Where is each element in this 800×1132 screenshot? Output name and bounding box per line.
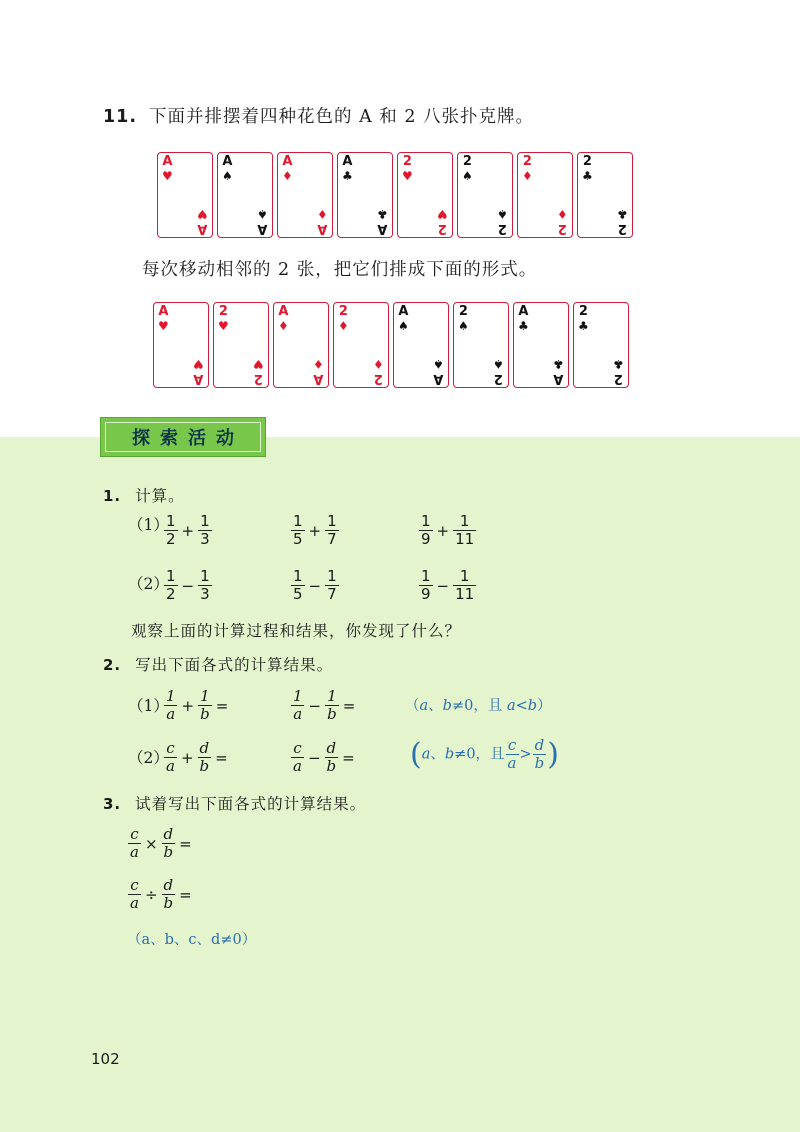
numerator: c — [166, 739, 175, 757]
card-suit-icon: ♣ — [342, 169, 353, 183]
cond1-ne: ≠0，且 — [451, 698, 507, 714]
numerator: c — [130, 825, 139, 843]
cond1-open: （ — [405, 698, 420, 714]
card-suit-icon: ♠ — [257, 207, 268, 221]
denominator: b — [200, 705, 210, 723]
q1-observe: 观察上面的计算过程和结果，你发现了什么？ — [131, 622, 462, 640]
cond2-close: ) — [547, 737, 559, 772]
q1-number: 1. — [103, 487, 122, 505]
card-rank: A — [553, 371, 564, 386]
card-suit-icon: ♠ — [458, 319, 469, 333]
fraction — [325, 740, 339, 775]
numerator: 1 — [166, 687, 176, 705]
card-rank: 2 — [374, 371, 384, 386]
numerator: 1 — [459, 567, 470, 585]
card-suit-icon: ♦ — [278, 319, 289, 333]
numerator: 1 — [421, 567, 431, 585]
denominator: a — [293, 757, 302, 775]
problem-11-statement — [103, 103, 534, 128]
card-rank: 2 — [582, 154, 592, 169]
playing-card — [273, 302, 329, 388]
cond2-b2: b — [534, 754, 545, 772]
operator: + — [180, 748, 194, 767]
card-suit-icon: ♠ — [493, 357, 504, 371]
page-number: 102 — [91, 1050, 120, 1068]
fraction — [128, 826, 141, 861]
q1-heading — [103, 484, 185, 506]
denominator: a — [293, 705, 303, 723]
card-suit-icon: ♣ — [377, 207, 388, 221]
numerator: 1 — [293, 567, 303, 585]
operator: + — [181, 521, 195, 540]
equals-sign: = — [215, 696, 229, 715]
card-rank: A — [278, 304, 289, 319]
q2-heading — [103, 653, 333, 675]
card-corner-bottom — [557, 207, 568, 235]
cond1-a2: a — [506, 698, 516, 714]
q1-r2-e1 — [163, 568, 213, 603]
fraction — [164, 568, 178, 603]
cond2-b: b — [444, 746, 455, 763]
numerator: d — [163, 825, 174, 843]
numerator: 1 — [327, 512, 337, 530]
card-corner-top — [278, 305, 289, 333]
playing-card — [573, 302, 629, 388]
q1-r1-e1 — [163, 513, 213, 548]
card-corner-bottom — [433, 357, 444, 385]
card-corner-bottom — [313, 357, 324, 385]
numerator: 1 — [293, 512, 303, 530]
card-rank: A — [398, 304, 409, 319]
equals-sign: = — [179, 834, 192, 853]
card-suit-icon: ♦ — [557, 207, 568, 221]
q2-r1-e1 — [163, 688, 231, 723]
card-suit-icon: ♥ — [197, 207, 208, 221]
denominator: 3 — [200, 530, 210, 548]
numerator: d — [199, 739, 210, 757]
card-suit-icon: ♣ — [518, 319, 529, 333]
card-corner-top — [162, 155, 173, 183]
card-rank: 2 — [338, 304, 348, 319]
denominator: 5 — [293, 585, 303, 603]
fraction — [325, 568, 339, 603]
card-rank: 2 — [494, 371, 504, 386]
card-corner-bottom — [617, 207, 628, 235]
fraction — [198, 568, 212, 603]
denominator: b — [163, 894, 174, 912]
fraction — [198, 740, 212, 775]
card-rank: 2 — [618, 221, 628, 236]
playing-card — [213, 302, 269, 388]
card-suit-icon: ♥ — [158, 319, 169, 333]
card-rank: A — [257, 221, 268, 236]
problem-number: 11. — [103, 107, 138, 127]
card-rank: 2 — [578, 304, 588, 319]
numerator: 1 — [327, 687, 337, 705]
playing-card — [153, 302, 209, 388]
card-corner-bottom — [317, 207, 328, 235]
q3-condition: （a、b、c、d≠0） — [127, 932, 257, 948]
card-corner-top — [158, 305, 169, 333]
q2-condition-2 — [410, 737, 559, 772]
fraction — [198, 688, 212, 723]
card-corner-bottom — [257, 207, 268, 235]
q2-text: 写出下面各式的计算结果。 — [135, 656, 334, 674]
operator: − — [308, 696, 322, 715]
cond1-sep: 、 — [428, 698, 443, 714]
card-corner-bottom — [253, 357, 264, 385]
denominator: 9 — [421, 585, 431, 603]
playing-card — [393, 302, 449, 388]
playing-card — [333, 302, 389, 388]
playing-card — [457, 152, 513, 238]
fraction — [419, 513, 433, 548]
numerator: 1 — [293, 687, 303, 705]
explore-title: 探索活动 — [132, 428, 244, 449]
q1-r1-e2 — [290, 513, 340, 548]
card-rank: A — [162, 154, 173, 169]
card-suit-icon: ♦ — [317, 207, 328, 221]
card-corner-top — [578, 305, 589, 333]
fraction — [198, 513, 212, 548]
numerator: 1 — [166, 512, 176, 530]
q1-text: 计算。 — [135, 487, 185, 505]
card-suit-icon: ♣ — [582, 169, 593, 183]
problem-text: 下面并排摆着四种花色的 A 和 2 八张扑克牌。 — [149, 107, 535, 127]
q2-r1-e2 — [290, 688, 358, 723]
card-suit-icon: ♥ — [437, 207, 448, 221]
cond1-lt: < — [515, 698, 528, 714]
card-rank: A — [433, 371, 444, 386]
card-rank: 2 — [558, 221, 568, 236]
card-suit-icon: ♠ — [222, 169, 233, 183]
q2-number: 2. — [103, 656, 122, 674]
card-rank: A — [518, 304, 529, 319]
denominator: 7 — [327, 585, 337, 603]
card-corner-bottom — [377, 207, 388, 235]
cond1-b2: b — [527, 698, 538, 714]
operator: − — [436, 576, 450, 595]
card-rank: A — [193, 371, 204, 386]
card-rank: 2 — [218, 304, 228, 319]
card-suit-icon: ♣ — [578, 319, 589, 333]
numerator: 1 — [200, 687, 210, 705]
card-rank: A — [222, 154, 233, 169]
denominator: a — [130, 843, 139, 861]
card-rank: 2 — [438, 221, 448, 236]
numerator: d — [326, 739, 337, 757]
card-corner-top — [582, 155, 593, 183]
card-corner-bottom — [437, 207, 448, 235]
card-rank: 2 — [254, 371, 264, 386]
fraction — [291, 688, 305, 723]
card-rank: A — [282, 154, 293, 169]
cond2-a2: a — [507, 754, 517, 772]
q1-part2-label: （2） — [128, 575, 169, 593]
problem-11-instruction: 每次移动相邻的 2 张，把它们排成下面的形式。 — [142, 260, 538, 280]
card-suit-icon: ♦ — [338, 319, 349, 333]
card-rank: A — [317, 221, 328, 236]
denominator: 5 — [293, 530, 303, 548]
q3-heading — [103, 792, 366, 814]
cond2-gt: > — [519, 746, 532, 763]
cond1-a: a — [419, 698, 429, 714]
playing-card — [513, 302, 569, 388]
denominator: 11 — [455, 530, 475, 548]
card-suit-icon: ♠ — [433, 357, 444, 371]
card-suit-icon: ♠ — [398, 319, 409, 333]
q2-r2-e1 — [163, 740, 231, 775]
card-corner-top — [218, 305, 229, 333]
operator: × — [144, 834, 158, 853]
cond2-frac-d-b — [533, 737, 547, 772]
q2-r2-e2 — [290, 740, 358, 775]
fraction — [453, 513, 476, 548]
card-corner-top — [518, 305, 529, 333]
numerator: 1 — [200, 512, 210, 530]
playing-card — [157, 152, 213, 238]
card-rank: A — [197, 221, 208, 236]
numerator: 1 — [200, 567, 210, 585]
operator: + — [181, 696, 195, 715]
denominator: 9 — [421, 530, 431, 548]
fraction — [291, 513, 305, 548]
card-corner-bottom — [493, 357, 504, 385]
fraction — [453, 568, 476, 603]
card-rank: 2 — [614, 371, 624, 386]
numerator: c — [130, 876, 139, 894]
operator: + — [436, 521, 450, 540]
denominator: 7 — [327, 530, 337, 548]
q3-text: 试着写出下面各式的计算结果。 — [135, 795, 367, 813]
denominator: b — [326, 757, 337, 775]
card-rank: A — [158, 304, 169, 319]
fraction — [419, 568, 433, 603]
q1-r2-e3 — [418, 568, 477, 603]
card-suit-icon: ♦ — [373, 357, 384, 371]
fraction — [291, 740, 304, 775]
card-suit-icon: ♥ — [402, 169, 413, 183]
card-rank: A — [342, 154, 353, 169]
card-corner-top — [282, 155, 293, 183]
cond2-ne: ≠0，且 — [454, 746, 505, 763]
denominator: a — [166, 757, 175, 775]
cond2-d: d — [534, 736, 545, 754]
cond2-open: ( — [410, 737, 422, 772]
denominator: a — [130, 894, 139, 912]
denominator: b — [199, 757, 210, 775]
card-row-target — [153, 302, 629, 388]
card-corner-bottom — [197, 207, 208, 235]
fraction — [128, 877, 141, 912]
fraction — [325, 513, 339, 548]
numerator: d — [163, 876, 174, 894]
fraction — [291, 568, 305, 603]
card-rank: 2 — [498, 221, 508, 236]
operator: + — [308, 521, 322, 540]
card-corner-bottom — [613, 357, 624, 385]
card-suit-icon: ♥ — [193, 357, 204, 371]
card-corner-top — [402, 155, 413, 183]
card-rank: 2 — [462, 154, 472, 169]
card-corner-bottom — [497, 207, 508, 235]
cond2-a: a — [421, 746, 431, 763]
card-suit-icon: ♦ — [282, 169, 293, 183]
fraction — [164, 688, 178, 723]
playing-card — [277, 152, 333, 238]
card-suit-icon: ♠ — [497, 207, 508, 221]
card-suit-icon: ♦ — [313, 357, 324, 371]
cond2-sep: 、 — [430, 746, 445, 763]
numerator: 1 — [459, 512, 470, 530]
card-suit-icon: ♥ — [218, 319, 229, 333]
card-suit-icon: ♥ — [253, 357, 264, 371]
fraction — [325, 688, 339, 723]
explore-section-background — [0, 437, 800, 1132]
equals-sign: = — [342, 696, 356, 715]
cond2-c: c — [507, 736, 517, 754]
card-corner-top — [522, 155, 533, 183]
card-rank: 2 — [522, 154, 532, 169]
denominator: 3 — [200, 585, 210, 603]
q2-condition-1 — [405, 694, 552, 715]
card-corner-top — [398, 305, 409, 333]
card-rank: A — [313, 371, 324, 386]
fraction — [162, 826, 176, 861]
q1-r1-e3 — [418, 513, 477, 548]
q2-part2-label: （2） — [128, 749, 169, 767]
explore-banner — [100, 417, 266, 457]
operator: − — [181, 576, 195, 595]
equals-sign: = — [342, 748, 355, 767]
card-corner-bottom — [193, 357, 204, 385]
denominator: 2 — [166, 585, 176, 603]
fraction — [164, 513, 178, 548]
card-corner-bottom — [553, 357, 564, 385]
fraction — [162, 877, 176, 912]
card-corner-top — [462, 155, 473, 183]
equals-sign: = — [179, 885, 192, 904]
numerator: 1 — [327, 567, 337, 585]
q1-part1-label: （1） — [128, 516, 169, 534]
cond1-close: ） — [537, 698, 552, 714]
card-corner-top — [222, 155, 233, 183]
numerator: c — [293, 739, 302, 757]
numerator: 1 — [166, 567, 176, 585]
q2-part1-label: （1） — [128, 697, 169, 715]
denominator: b — [327, 705, 337, 723]
operator: − — [308, 576, 322, 595]
denominator: 11 — [455, 585, 475, 603]
card-rank: A — [377, 221, 388, 236]
q1-r2-e2 — [290, 568, 340, 603]
card-suit-icon: ♣ — [617, 207, 628, 221]
fraction — [164, 740, 177, 775]
card-corner-top — [338, 305, 349, 333]
numerator: 1 — [421, 512, 431, 530]
card-suit-icon: ♦ — [522, 169, 533, 183]
card-suit-icon: ♠ — [462, 169, 473, 183]
q3-number: 3. — [103, 795, 122, 813]
playing-card — [397, 152, 453, 238]
card-suit-icon: ♣ — [553, 357, 564, 371]
operator: − — [307, 748, 321, 767]
cond2-frac-c-a — [506, 737, 519, 772]
operator: ÷ — [144, 885, 158, 904]
playing-card — [577, 152, 633, 238]
card-suit-icon: ♣ — [613, 357, 624, 371]
q3-expr-multiply — [127, 826, 195, 861]
card-row-initial — [157, 152, 633, 238]
playing-card — [217, 152, 273, 238]
denominator: 2 — [166, 530, 176, 548]
denominator: b — [163, 843, 174, 861]
denominator: a — [166, 705, 176, 723]
playing-card — [453, 302, 509, 388]
card-rank: 2 — [458, 304, 468, 319]
cond1-b: b — [442, 698, 452, 714]
card-rank: 2 — [402, 154, 412, 169]
card-corner-bottom — [373, 357, 384, 385]
card-corner-top — [458, 305, 469, 333]
card-corner-top — [342, 155, 353, 183]
card-suit-icon: ♥ — [162, 169, 173, 183]
playing-card — [517, 152, 573, 238]
equals-sign: = — [215, 748, 228, 767]
playing-card — [337, 152, 393, 238]
q3-expr-divide — [127, 877, 195, 912]
